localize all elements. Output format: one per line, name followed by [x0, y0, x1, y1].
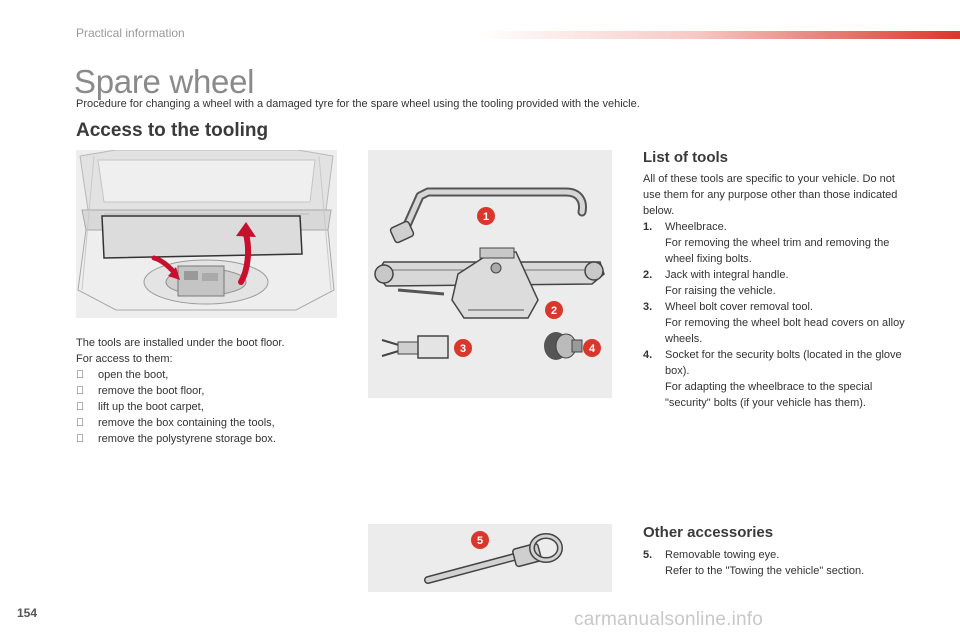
tool-item [643, 347, 908, 411]
tool-number: 3. [643, 301, 653, 313]
page-number: 154 [17, 606, 38, 620]
access-heading: Access to the tooling [76, 120, 269, 141]
callout-2-label: 2 [550, 305, 558, 317]
boot-illustration [76, 150, 337, 318]
bullet-text: open the boot, [98, 369, 169, 381]
callout-1-label: 1 [482, 211, 490, 223]
callout-4-label: 4 [588, 343, 596, 355]
accessory-description: Refer to the "Towing the vehicle" section. [665, 565, 865, 577]
bullet-text: remove the boot floor, [98, 385, 205, 397]
tool-number: 2. [643, 269, 653, 281]
tool-item [643, 219, 908, 267]
tool-description: For removing the wheel trim and removing the wheel fixing bolts. [665, 237, 890, 265]
bullet-icon [76, 383, 98, 399]
tool-name: Socket for the security bolts (located in the glove box). [665, 349, 902, 377]
bullet-item [76, 415, 326, 431]
tool-number: 4. [643, 349, 653, 361]
tool-item [643, 267, 908, 299]
tool-name: Jack with integral handle. [665, 269, 789, 281]
boot-text-line: For access to them: [76, 353, 173, 365]
tool-description: For adapting the wheelbrace to the special "security" bolts (if your vehicle has them). [665, 381, 873, 409]
bullet-item [76, 399, 326, 415]
tools-list [643, 171, 908, 411]
callout-5-label: 5 [476, 535, 484, 547]
bullet-icon [76, 415, 98, 431]
callout-3-label: 3 [459, 343, 467, 355]
bullet-icon [76, 431, 98, 447]
tools-illustration [368, 150, 612, 398]
accessories-list [643, 547, 908, 579]
tools-heading: List of tools [643, 149, 728, 166]
accessory-item [643, 547, 908, 579]
intro-text: Procedure for changing a wheel with a damaged tyre for the spare wheel using the tooling provided with the vehicle. [76, 98, 640, 110]
bullet-item [76, 367, 326, 383]
header-accent-bar [478, 31, 960, 39]
tool-name: Wheel bolt cover removal tool. [665, 301, 813, 313]
section-header: Practical information [76, 26, 185, 40]
bullet-item [76, 383, 326, 399]
bullet-icon [76, 399, 98, 415]
tool-description: For removing the wheel bolt head covers on alloy wheels. [665, 317, 905, 345]
tool-name: Wheelbrace. [665, 221, 727, 233]
page-title: Spare wheel [74, 63, 255, 100]
bullet-item [76, 431, 326, 447]
tool-number: 1. [643, 221, 653, 233]
other-heading: Other accessories [643, 524, 774, 541]
tool-item [643, 299, 908, 347]
watermark: carmanualsonline.info [574, 609, 764, 630]
bullet-icon [76, 367, 98, 383]
accessory-number: 5. [643, 549, 653, 561]
bullet-text: remove the box containing the tools, [98, 417, 275, 429]
accessory-name: Removable towing eye. [665, 549, 780, 561]
boot-text-line: The tools are installed under the boot floor. [76, 337, 285, 349]
tools-intro: All of these tools are specific to your vehicle. Do not use them for any purpose other than those indicated below. [643, 173, 898, 217]
tool-description: For raising the vehicle. [665, 285, 776, 297]
boot-instructions [76, 335, 326, 447]
bullet-text: lift up the boot carpet, [98, 401, 204, 413]
towing-eye-illustration [368, 524, 612, 592]
bullet-text: remove the polystyrene storage box. [98, 433, 276, 445]
